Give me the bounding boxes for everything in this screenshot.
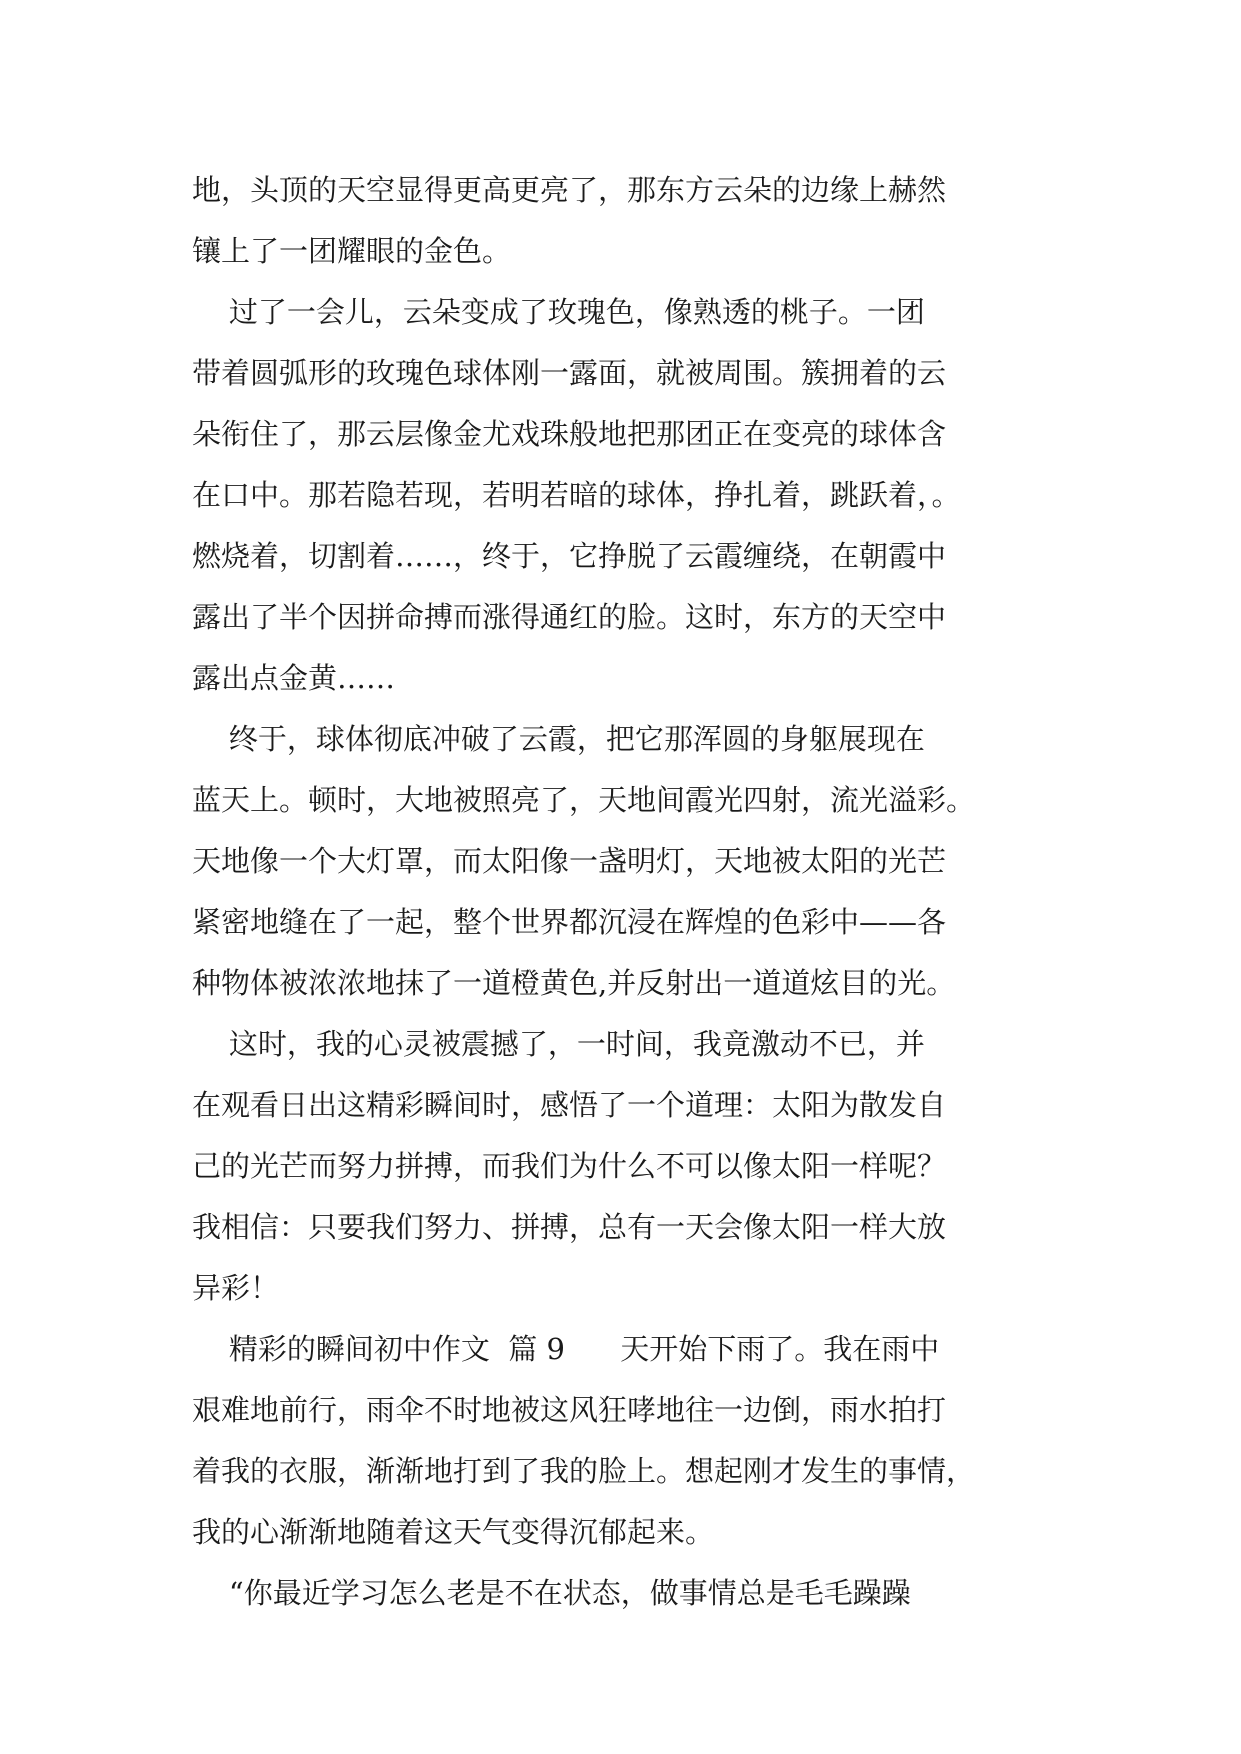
text-line: 异彩！ <box>192 1271 280 1305</box>
text-line: 我的心渐渐地随着这天气变得沉郁起来。 <box>192 1515 715 1549</box>
text-line: 带着圆弧形的玫瑰色球体刚一露面，就被周围。簇拥着的云 <box>192 356 947 390</box>
text-line: 己的光芒而努力拼搏，而我们为什么不可以像太阳一样呢？ <box>192 1149 947 1183</box>
text-line: “你最近学习怎么老是不在状态，做事情总是毛毛躁躁 <box>192 1576 911 1610</box>
text-line: 艰难地前行，雨伞不时地被这风狂哮地往一边倒，雨水拍打 <box>192 1393 947 1427</box>
text-line: 地，头顶的天空显得更高更亮了，那东方云朵的边缘上赫然 <box>192 173 947 207</box>
text-line: 露出点金黄…… <box>192 661 396 695</box>
text-line: 在口中。那若隐若现，若明若暗的球体，挣扎着，跳跃着，。 <box>192 478 961 512</box>
text-line: 这时，我的心灵被震撼了，一时间，我竟激动不已，并 <box>192 1027 925 1061</box>
essay-text <box>192 160 1052 1624</box>
text-line: 镶上了一团耀眼的金色。 <box>192 234 512 268</box>
text-line: 过了一会儿，云朵变成了玫瑰色，像熟透的桃子。一团 <box>192 295 925 329</box>
text-line: 紧密地缝在了一起，整个世界都沉浸在辉煌的色彩中——各 <box>192 905 947 939</box>
text-line: 蓝天上。顿时，大地被照亮了，天地间霞光四射，流光溢彩。 <box>192 783 976 817</box>
text-line: 终于，球体彻底冲破了云霞，把它那浑圆的身躯展现在 <box>192 722 925 756</box>
text-line: 着我的衣服，渐渐地打到了我的脸上。想起刚才发生的事情， <box>192 1454 976 1488</box>
text-line: 朵衔住了，那云层像金尤戏珠般地把那团正在变亮的球体含 <box>192 417 947 451</box>
text-line: 在观看日出这精彩瞬间时，感悟了一个道理：太阳为散发自 <box>192 1088 947 1122</box>
text-line: 精彩的瞬间初中作文 篇 9 天开始下雨了。我在雨中 <box>192 1332 940 1366</box>
text-line: 露出了半个因拼命搏而涨得通红的脸。这时，东方的天空中 <box>192 600 947 634</box>
text-line: 我相信：只要我们努力、拼搏，总有一天会像太阳一样大放 <box>192 1210 947 1244</box>
text-line: 天地像一个大灯罩，而太阳像一盏明灯，天地被太阳的光芒 <box>192 844 947 878</box>
text-line: 燃烧着，切割着……，终于，它挣脱了云霞缠绕，在朝霞中 <box>192 539 947 573</box>
text-line: 种物体被浓浓地抹了一道橙黄色,并反射出一道道炫目的光。 <box>192 966 956 1000</box>
